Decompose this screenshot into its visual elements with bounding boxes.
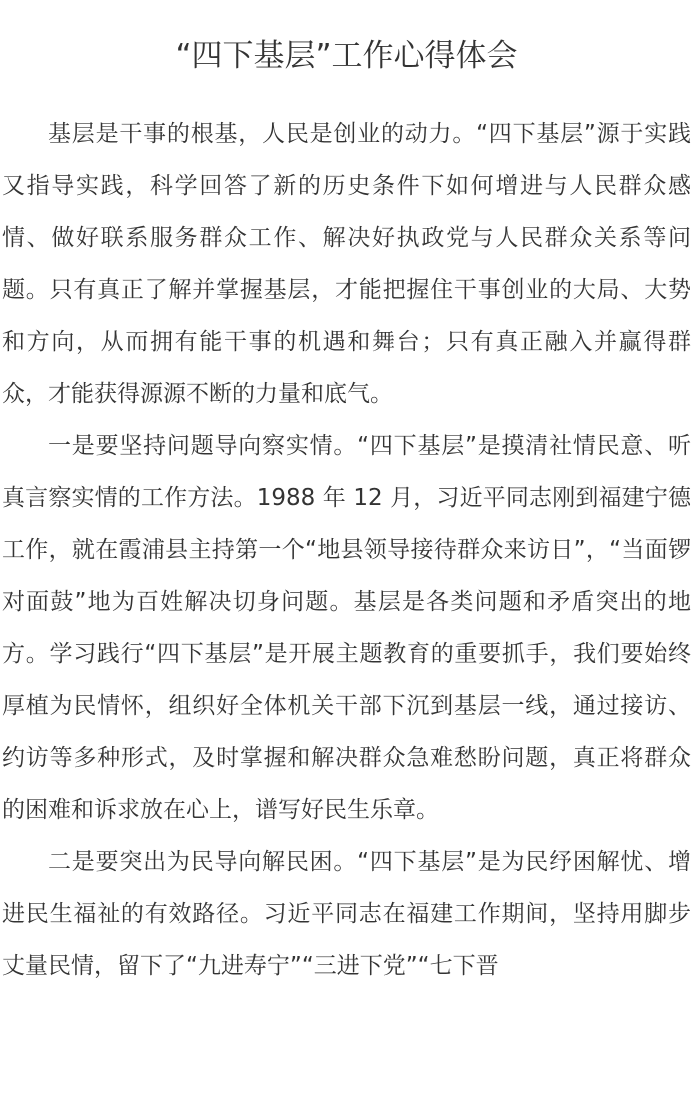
article-paragraph-2: 一是要坚持问题导向察实情。“四下基层”是摸清社情民意、听真言察实情的工作方法。1988 年 12 月，习近平同志刚到福建宁德工作，就在霞浦县主持第一个“地县领导接待群众来访日”，“当面锣对面鼓”地为百姓解决切身问题。基层是各类问题和矛盾突出的地方。学习践行“四下基层”是开展主题教育的重要抓手，我们要始终厚植为民情怀，组织好全体机关干部下沉到基层一线，通过接访、约访等多种形式，及时掌握和解决群众急难愁盼问题，真正将群众的困难和诉求放在心上，谱写好民生乐章。 bbox=[2, 433, 691, 823]
article-paragraph-3: 二是要突出为民导向解民困。“四下基层”是为民纾困解忧、增进民生福祉的有效路径。习近平同志在福建工作期间，坚持用脚步丈量民情，留下了“九进寿宁”“三进下党”“七下晋 bbox=[2, 849, 691, 979]
article-paragraph-1: 基层是干事的根基，人民是创业的动力。“四下基层”源于实践又指导实践，科学回答了新的历史条件下如何增进与人民群众感情、做好联系服务群众工作、解决好执政党与人民群众关系等问题。只有真正了解并掌握基层，才能把握住干事创业的大局、大势和方向，从而拥有能干事的机遇和舞台；只有真正融入并赢得群众，才能获得源源不断的力量和底气。 bbox=[2, 121, 691, 407]
article-title: “四下基层”工作心得体会 bbox=[175, 38, 518, 74]
article-body bbox=[2, 108, 691, 992]
